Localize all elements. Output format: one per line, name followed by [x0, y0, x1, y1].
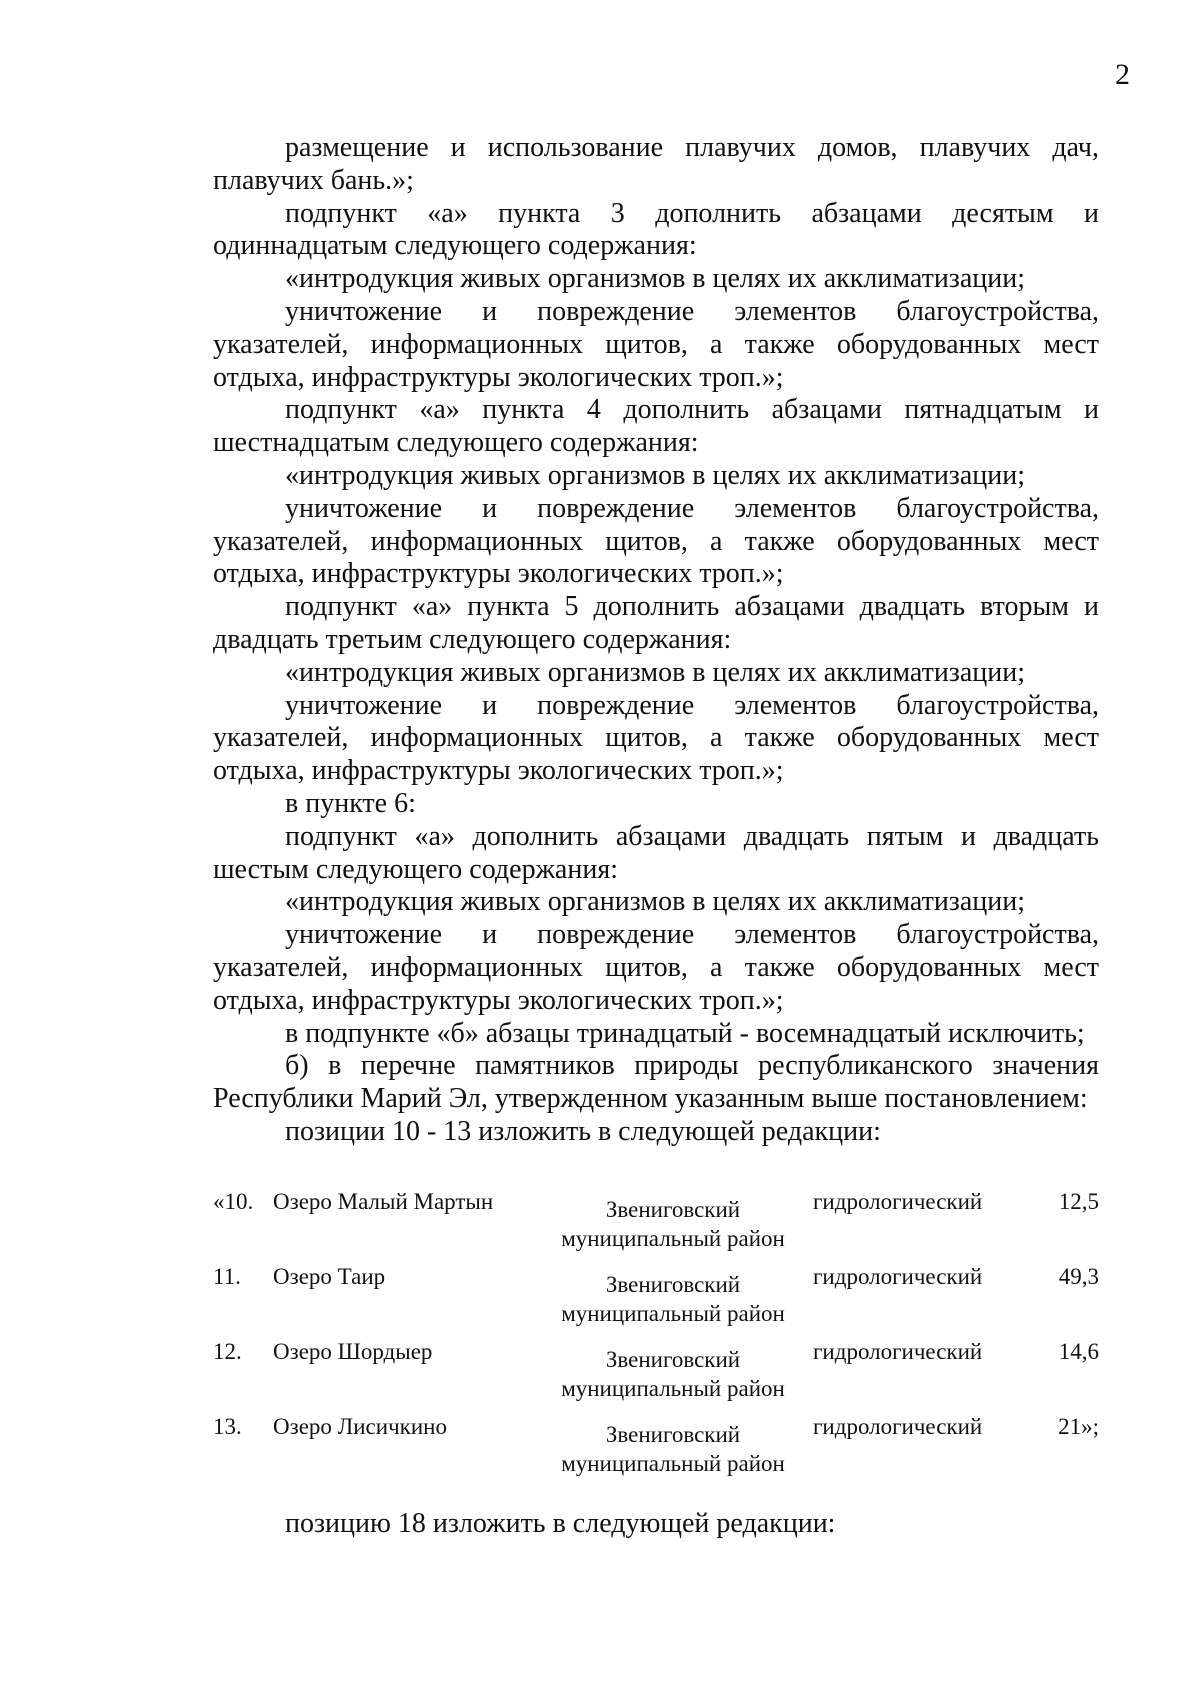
paragraph: уничтожение и повреждение элементов благоустройства, указателей, информационных щитов, а также оборудованных мест отдыха, инфраструктуры экологических троп.»;	[213, 689, 1099, 787]
district-name: Звениговский муниципальный район	[561, 1197, 785, 1251]
row-number: «10.	[213, 1189, 254, 1214]
monument-name: Озеро Шордыер	[273, 1339, 433, 1364]
paragraph: в пункте 6:	[285, 787, 416, 819]
paragraph: б) в перечне памятников природы республиканского значения Республики Марий Эл, утвержденном указанным выше постановлением:	[213, 1050, 1099, 1115]
paragraph: позиции 10 - 13 изложить в следующей редакции:	[285, 1115, 881, 1147]
row-number: 12.	[213, 1339, 242, 1364]
monument-type: гидрологический	[813, 1189, 983, 1214]
page-number: 2	[1115, 58, 1130, 91]
trailing-paragraph: позицию 18 изложить в следующей редакции:	[285, 1508, 836, 1539]
district-name: Звениговский муниципальный район	[561, 1422, 785, 1476]
area-value: 49,3	[1058, 1264, 1099, 1289]
monument-type: гидрологический	[813, 1414, 983, 1439]
row-number: 13.	[213, 1414, 242, 1439]
table-row	[213, 1412, 1099, 1487]
paragraph: подпункт «а» пункта 5 дополнить абзацами двадцать вторым и двадцать третьим следующего содержания:	[213, 591, 1099, 655]
monument-type: гидрологический	[813, 1339, 983, 1364]
area-value: 21»;	[1058, 1414, 1099, 1439]
table-row	[213, 1187, 1099, 1262]
nature-monuments-table	[213, 1187, 1099, 1487]
district-name: Звениговский муниципальный район	[561, 1272, 785, 1326]
paragraph: уничтожение и повреждение элементов благоустройства, указателей, информационных щитов, а также оборудованных мест отдыха, инфраструктуры экологических троп.»;	[213, 919, 1099, 1016]
table-row	[213, 1262, 1099, 1337]
paragraph: в подпункте «б» абзацы тринадцатый - восемнадцатый исключить;	[285, 1017, 1085, 1049]
paragraph: уничтожение и повреждение элементов благоустройства, указателей, информационных щитов, а также оборудованных мест отдыха, инфраструктуры экологических троп.»;	[213, 295, 1099, 393]
row-number: 11.	[213, 1264, 241, 1289]
paragraph: подпункт «а» дополнить абзацами двадцать пятым и двадцать шестым следующего содержания:	[213, 820, 1099, 885]
monument-type: гидрологический	[813, 1264, 983, 1289]
paragraph: «интродукция живых организмов в целях их акклиматизации;	[285, 459, 1026, 491]
area-value: 14,6	[1058, 1339, 1099, 1364]
paragraph: размещение и использование плавучих домов, плавучих дач, плавучих бань.»;	[213, 132, 1099, 196]
paragraph: подпункт «а» пункта 4 дополнить абзацами пятнадцатым и шестнадцатым следующего содержания:	[213, 394, 1099, 459]
paragraph: «интродукция живых организмов в целях их акклиматизации;	[285, 886, 1026, 918]
paragraph: подпункт «а» пункта 3 дополнить абзацами десятым и одиннадцатым следующего содержания:	[213, 197, 1099, 262]
district-name: Звениговский муниципальный район	[561, 1347, 785, 1401]
document-body	[213, 132, 1099, 1149]
area-value: 12,5	[1058, 1189, 1099, 1214]
paragraph: уничтожение и повреждение элементов благоустройства, указателей, информационных щитов, а также оборудованных мест отдыха, инфраструктуры экологических троп.»;	[213, 492, 1099, 590]
monument-name: Озеро Малый Мартын	[273, 1189, 494, 1214]
monument-name: Озеро Таир	[273, 1264, 386, 1289]
table-row	[213, 1337, 1099, 1412]
monument-name: Озеро Лисичкино	[273, 1414, 447, 1439]
paragraph: «интродукция живых организмов в целях их акклиматизации;	[285, 656, 1026, 688]
paragraph: «интродукция живых организмов в целях их акклиматизации;	[285, 263, 1026, 295]
